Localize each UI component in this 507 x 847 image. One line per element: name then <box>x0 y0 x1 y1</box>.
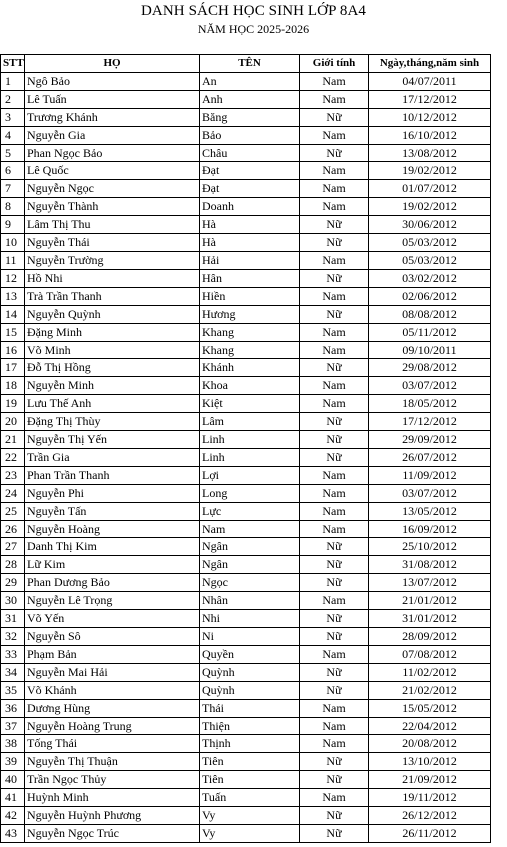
cell-stt: 10 <box>1 234 25 252</box>
cell-first-name: Khang <box>200 323 300 341</box>
cell-gender: Nữ <box>300 448 369 466</box>
cell-birthdate: 31/08/2012 <box>369 556 491 574</box>
cell-first-name: Nhân <box>200 592 300 610</box>
cell-first-name: Nam <box>200 520 300 538</box>
table-row <box>1 413 491 431</box>
table-row <box>1 216 491 234</box>
cell-gender: Nam <box>300 592 369 610</box>
cell-gender: Nữ <box>300 359 369 377</box>
cell-birthdate: 21/09/2012 <box>369 771 491 789</box>
cell-first-name: Lâm <box>200 413 300 431</box>
table-row <box>1 628 491 646</box>
cell-stt: 7 <box>1 180 25 198</box>
cell-stt: 21 <box>1 431 25 449</box>
table-row <box>1 538 491 556</box>
cell-stt: 28 <box>1 556 25 574</box>
table-row <box>1 359 491 377</box>
cell-gender: Nam <box>300 466 369 484</box>
cell-gender: Nữ <box>300 753 369 771</box>
cell-stt: 40 <box>1 771 25 789</box>
table-row <box>1 108 491 126</box>
cell-last-name: Nguyễn Thị Thuận <box>25 753 200 771</box>
cell-gender: Nữ <box>300 556 369 574</box>
cell-stt: 35 <box>1 681 25 699</box>
cell-first-name: Hiền <box>200 287 300 305</box>
cell-stt: 30 <box>1 592 25 610</box>
cell-gender: Nam <box>300 72 369 90</box>
cell-birthdate: 03/02/2012 <box>369 269 491 287</box>
cell-first-name: Hương <box>200 305 300 323</box>
cell-gender: Nữ <box>300 269 369 287</box>
cell-gender: Nam <box>300 502 369 520</box>
cell-gender: Nam <box>300 287 369 305</box>
table-row <box>1 592 491 610</box>
cell-first-name: Khánh <box>200 359 300 377</box>
cell-birthdate: 20/08/2012 <box>369 735 491 753</box>
cell-last-name: Danh Thị Kim <box>25 538 200 556</box>
cell-birthdate: 01/07/2012 <box>369 180 491 198</box>
cell-first-name: Ngọc <box>200 574 300 592</box>
cell-last-name: Trương Khánh <box>25 108 200 126</box>
cell-last-name: Đặng Minh <box>25 323 200 341</box>
cell-last-name: Tống Thái <box>25 735 200 753</box>
cell-last-name: Lữ Kim <box>25 556 200 574</box>
cell-birthdate: 13/07/2012 <box>369 574 491 592</box>
cell-first-name: Kiệt <box>200 395 300 413</box>
cell-last-name: Lâm Thị Thu <box>25 216 200 234</box>
table-row <box>1 287 491 305</box>
page-title: DANH SÁCH HỌC SINH LỚP 8A4 <box>141 3 366 19</box>
cell-gender: Nam <box>300 717 369 735</box>
cell-stt: 4 <box>1 126 25 144</box>
cell-first-name: Hà <box>200 216 300 234</box>
cell-last-name: Nguyễn Huỳnh Phương <box>25 807 200 825</box>
cell-first-name: Quỳnh <box>200 681 300 699</box>
table-row <box>1 269 491 287</box>
cell-last-name: Nguyễn Minh <box>25 377 200 395</box>
table-row <box>1 610 491 628</box>
cell-stt: 27 <box>1 538 25 556</box>
cell-birthdate: 29/09/2012 <box>369 431 491 449</box>
cell-first-name: Đạt <box>200 180 300 198</box>
cell-stt: 15 <box>1 323 25 341</box>
cell-birthdate: 19/11/2012 <box>369 789 491 807</box>
cell-birthdate: 28/09/2012 <box>369 628 491 646</box>
cell-last-name: Hồ Nhi <box>25 269 200 287</box>
cell-birthdate: 08/08/2012 <box>369 305 491 323</box>
cell-last-name: Trần Ngọc Thủy <box>25 771 200 789</box>
cell-gender: Nam <box>300 341 369 359</box>
cell-first-name: Quỳnh <box>200 663 300 681</box>
school-year: NĂM HỌC 2025-2026 <box>197 22 310 36</box>
cell-birthdate: 31/01/2012 <box>369 610 491 628</box>
cell-stt: 3 <box>1 108 25 126</box>
table-row <box>1 180 491 198</box>
table-row <box>1 753 491 771</box>
cell-first-name: Ngân <box>200 556 300 574</box>
cell-last-name: Phan Trần Thanh <box>25 466 200 484</box>
cell-last-name: Nguyễn Thành <box>25 198 200 216</box>
cell-first-name: Linh <box>200 448 300 466</box>
cell-birthdate: 09/10/2011 <box>369 341 491 359</box>
cell-birthdate: 05/11/2012 <box>369 323 491 341</box>
cell-gender: Nữ <box>300 413 369 431</box>
cell-gender: Nam <box>300 395 369 413</box>
cell-birthdate: 26/12/2012 <box>369 807 491 825</box>
cell-gender: Nam <box>300 251 369 269</box>
cell-stt: 37 <box>1 717 25 735</box>
cell-gender: Nữ <box>300 144 369 162</box>
cell-stt: 9 <box>1 216 25 234</box>
cell-stt: 33 <box>1 645 25 663</box>
cell-gender: Nữ <box>300 610 369 628</box>
cell-birthdate: 13/10/2012 <box>369 753 491 771</box>
cell-stt: 19 <box>1 395 25 413</box>
cell-first-name: Đạt <box>200 162 300 180</box>
cell-first-name: Tuấn <box>200 789 300 807</box>
cell-last-name: Trần Gia <box>25 448 200 466</box>
table-row <box>1 395 491 413</box>
cell-last-name: Dương Hùng <box>25 699 200 717</box>
cell-birthdate: 17/12/2012 <box>369 413 491 431</box>
cell-birthdate: 05/03/2012 <box>369 234 491 252</box>
cell-gender: Nữ <box>300 807 369 825</box>
table-row <box>1 824 491 842</box>
cell-last-name: Nguyễn Phi <box>25 484 200 502</box>
cell-last-name: Nguyễn Thái <box>25 234 200 252</box>
cell-stt: 36 <box>1 699 25 717</box>
cell-last-name: Nguyễn Gia <box>25 126 200 144</box>
cell-stt: 22 <box>1 448 25 466</box>
cell-birthdate: 03/07/2012 <box>369 484 491 502</box>
table-row <box>1 681 491 699</box>
cell-gender: Nam <box>300 198 369 216</box>
cell-first-name: Thịnh <box>200 735 300 753</box>
cell-birthdate: 25/10/2012 <box>369 538 491 556</box>
cell-birthdate: 10/12/2012 <box>369 108 491 126</box>
cell-first-name: Ngân <box>200 538 300 556</box>
cell-first-name: Tiên <box>200 771 300 789</box>
cell-stt: 32 <box>1 628 25 646</box>
document-header <box>0 0 507 37</box>
cell-gender: Nam <box>300 180 369 198</box>
cell-last-name: Đỗ Thị Hồng <box>25 359 200 377</box>
cell-first-name: An <box>200 72 300 90</box>
cell-first-name: Lực <box>200 502 300 520</box>
student-table <box>0 54 491 843</box>
cell-gender: Nữ <box>300 628 369 646</box>
cell-birthdate: 17/12/2012 <box>369 90 491 108</box>
cell-stt: 24 <box>1 484 25 502</box>
table-row <box>1 90 491 108</box>
cell-stt: 6 <box>1 162 25 180</box>
cell-last-name: Nguyễn Hoàng <box>25 520 200 538</box>
cell-gender: Nữ <box>300 663 369 681</box>
cell-birthdate: 13/05/2012 <box>369 502 491 520</box>
table-row <box>1 323 491 341</box>
cell-stt: 11 <box>1 251 25 269</box>
cell-gender: Nam <box>300 126 369 144</box>
cell-last-name: Võ Yến <box>25 610 200 628</box>
cell-birthdate: 05/03/2012 <box>369 251 491 269</box>
cell-gender: Nữ <box>300 234 369 252</box>
cell-birthdate: 26/11/2012 <box>369 824 491 842</box>
cell-first-name: Thái <box>200 699 300 717</box>
table-row <box>1 807 491 825</box>
cell-first-name: Anh <box>200 90 300 108</box>
cell-first-name: Vy <box>200 824 300 842</box>
cell-last-name: Lê Tuấn <box>25 90 200 108</box>
cell-first-name: Khang <box>200 341 300 359</box>
cell-first-name: Doanh <box>200 198 300 216</box>
cell-last-name: Phan Ngọc Bảo <box>25 144 200 162</box>
cell-gender: Nữ <box>300 108 369 126</box>
table-row <box>1 556 491 574</box>
spacer <box>0 37 507 54</box>
table-row <box>1 198 491 216</box>
cell-last-name: Võ Minh <box>25 341 200 359</box>
cell-gender: Nam <box>300 377 369 395</box>
header-stt: STT <box>1 55 25 73</box>
cell-last-name: Nguyễn Mai Hải <box>25 663 200 681</box>
cell-stt: 16 <box>1 341 25 359</box>
cell-birthdate: 21/02/2012 <box>369 681 491 699</box>
table-row <box>1 735 491 753</box>
cell-last-name: Nguyễn Ngọc Trúc <box>25 824 200 842</box>
cell-stt: 8 <box>1 198 25 216</box>
cell-gender: Nam <box>300 162 369 180</box>
cell-last-name: Võ Khánh <box>25 681 200 699</box>
table-header-row <box>1 55 491 73</box>
cell-stt: 5 <box>1 144 25 162</box>
cell-gender: Nam <box>300 90 369 108</box>
cell-gender: Nam <box>300 699 369 717</box>
cell-stt: 43 <box>1 824 25 842</box>
cell-first-name: Ni <box>200 628 300 646</box>
cell-stt: 1 <box>1 72 25 90</box>
cell-stt: 12 <box>1 269 25 287</box>
cell-birthdate: 11/09/2012 <box>369 466 491 484</box>
cell-stt: 13 <box>1 287 25 305</box>
cell-gender: Nữ <box>300 574 369 592</box>
cell-first-name: Hải <box>200 251 300 269</box>
cell-last-name: Đặng Thị Thùy <box>25 413 200 431</box>
table-row <box>1 717 491 735</box>
cell-last-name: Ngô Bảo <box>25 72 200 90</box>
cell-first-name: Hân <box>200 269 300 287</box>
cell-stt: 14 <box>1 305 25 323</box>
cell-stt: 39 <box>1 753 25 771</box>
cell-birthdate: 13/08/2012 <box>369 144 491 162</box>
cell-last-name: Nguyễn Quỳnh <box>25 305 200 323</box>
cell-gender: Nữ <box>300 681 369 699</box>
cell-stt: 17 <box>1 359 25 377</box>
cell-first-name: Băng <box>200 108 300 126</box>
table-row <box>1 234 491 252</box>
table-row <box>1 645 491 663</box>
table-row <box>1 771 491 789</box>
cell-first-name: Khoa <box>200 377 300 395</box>
cell-first-name: Long <box>200 484 300 502</box>
cell-birthdate: 04/07/2011 <box>369 72 491 90</box>
cell-gender: Nữ <box>300 824 369 842</box>
cell-last-name: Nguyễn Lê Trọng <box>25 592 200 610</box>
table-row <box>1 162 491 180</box>
cell-last-name: Nguyễn Hoàng Trung <box>25 717 200 735</box>
table-row <box>1 431 491 449</box>
cell-gender: Nam <box>300 484 369 502</box>
header-last-name: HỌ <box>25 55 200 73</box>
cell-gender: Nữ <box>300 305 369 323</box>
cell-birthdate: 16/10/2012 <box>369 126 491 144</box>
cell-birthdate: 26/07/2012 <box>369 448 491 466</box>
cell-last-name: Nguyễn Thị Yến <box>25 431 200 449</box>
cell-last-name: Lê Quốc <box>25 162 200 180</box>
cell-first-name: Bảo <box>200 126 300 144</box>
cell-first-name: Thiện <box>200 717 300 735</box>
cell-gender: Nữ <box>300 431 369 449</box>
cell-birthdate: 07/08/2012 <box>369 645 491 663</box>
cell-stt: 31 <box>1 610 25 628</box>
table-row <box>1 520 491 538</box>
cell-birthdate: 21/01/2012 <box>369 592 491 610</box>
cell-stt: 23 <box>1 466 25 484</box>
cell-gender: Nam <box>300 735 369 753</box>
cell-stt: 25 <box>1 502 25 520</box>
cell-birthdate: 19/02/2012 <box>369 198 491 216</box>
cell-stt: 41 <box>1 789 25 807</box>
cell-gender: Nữ <box>300 538 369 556</box>
table-row <box>1 341 491 359</box>
cell-stt: 38 <box>1 735 25 753</box>
header-birthdate: Ngày,tháng,năm sinh <box>369 55 491 73</box>
cell-gender: Nữ <box>300 771 369 789</box>
cell-gender: Nam <box>300 520 369 538</box>
table-row <box>1 484 491 502</box>
header-gender: Giới tính <box>300 55 369 73</box>
cell-last-name: Trà Trần Thanh <box>25 287 200 305</box>
table-row <box>1 789 491 807</box>
cell-birthdate: 29/08/2012 <box>369 359 491 377</box>
cell-stt: 20 <box>1 413 25 431</box>
cell-last-name: Huỳnh Minh <box>25 789 200 807</box>
cell-stt: 34 <box>1 663 25 681</box>
cell-first-name: Quyền <box>200 645 300 663</box>
cell-last-name: Nguyễn Trường <box>25 251 200 269</box>
cell-gender: Nữ <box>300 216 369 234</box>
cell-birthdate: 02/06/2012 <box>369 287 491 305</box>
cell-last-name: Nguyễn Ngọc <box>25 180 200 198</box>
table-row <box>1 699 491 717</box>
table-row <box>1 663 491 681</box>
cell-gender: Nam <box>300 645 369 663</box>
table-row <box>1 377 491 395</box>
cell-last-name: Nguyễn Tấn <box>25 502 200 520</box>
cell-stt: 2 <box>1 90 25 108</box>
cell-first-name: Hà <box>200 234 300 252</box>
cell-birthdate: 30/06/2012 <box>369 216 491 234</box>
table-row <box>1 251 491 269</box>
cell-stt: 26 <box>1 520 25 538</box>
cell-last-name: Nguyễn Sô <box>25 628 200 646</box>
cell-first-name: Linh <box>200 431 300 449</box>
cell-birthdate: 16/09/2012 <box>369 520 491 538</box>
cell-last-name: Lưu Thế Anh <box>25 395 200 413</box>
cell-gender: Nam <box>300 323 369 341</box>
header-first-name: TÊN <box>200 55 300 73</box>
cell-birthdate: 18/05/2012 <box>369 395 491 413</box>
table-row <box>1 305 491 323</box>
table-row <box>1 448 491 466</box>
cell-birthdate: 03/07/2012 <box>369 377 491 395</box>
cell-birthdate: 19/02/2012 <box>369 162 491 180</box>
cell-first-name: Tiên <box>200 753 300 771</box>
table-row <box>1 144 491 162</box>
table-row <box>1 502 491 520</box>
table-body <box>1 72 491 842</box>
cell-stt: 29 <box>1 574 25 592</box>
cell-gender: Nam <box>300 789 369 807</box>
cell-last-name: Phạm Bản <box>25 645 200 663</box>
cell-birthdate: 11/02/2012 <box>369 663 491 681</box>
cell-first-name: Vy <box>200 807 300 825</box>
cell-stt: 18 <box>1 377 25 395</box>
cell-first-name: Lợi <box>200 466 300 484</box>
table-row <box>1 574 491 592</box>
cell-first-name: Châu <box>200 144 300 162</box>
table-row <box>1 466 491 484</box>
cell-last-name: Phan Dương Bảo <box>25 574 200 592</box>
cell-birthdate: 22/04/2012 <box>369 717 491 735</box>
cell-first-name: Nhi <box>200 610 300 628</box>
cell-stt: 42 <box>1 807 25 825</box>
table-row <box>1 72 491 90</box>
table-row <box>1 126 491 144</box>
cell-birthdate: 15/05/2012 <box>369 699 491 717</box>
